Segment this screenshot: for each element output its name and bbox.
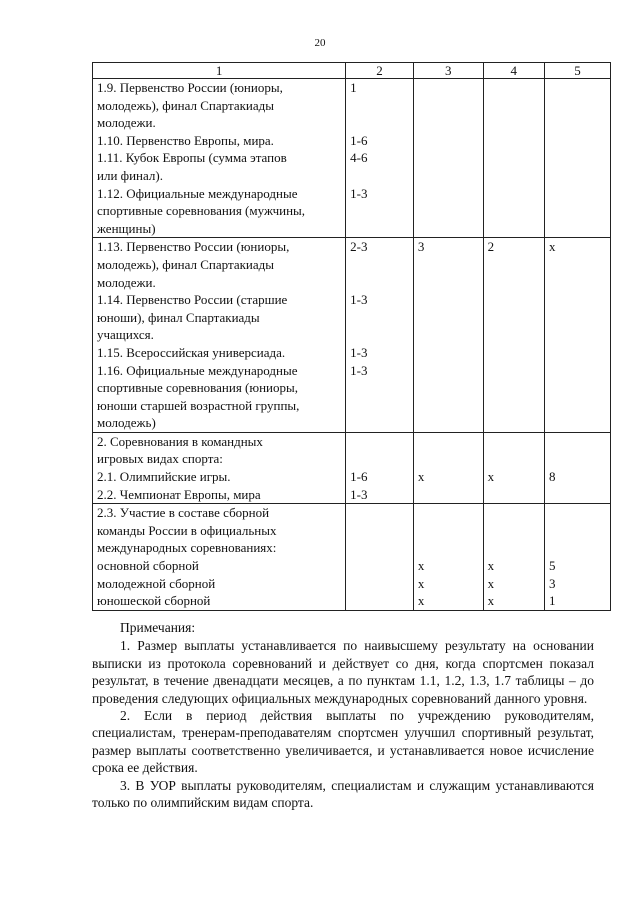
cell-line: молодежь) (97, 415, 156, 431)
cell-line: 1.10. Первенство Европы, мира. (97, 132, 274, 148)
cell-line: юношеской сборной (97, 593, 211, 609)
cell-line: 1 (548, 593, 556, 609)
cell-line (488, 433, 540, 451)
note-item-2: 2. Если в период действия выплаты по учреждению руководителям, специалистам, тренерам-преподавателям спортсмен улучшил спортивный результат, размер выплаты соответственно увеличивается, и устанавливается новое исчисление срока ее действия. (92, 708, 594, 776)
cell-line (350, 202, 409, 220)
cell-line: 1.14. Первенство России (старшие (97, 292, 288, 308)
cell-line (549, 450, 606, 468)
cell-line (350, 114, 409, 132)
cell-line (418, 522, 479, 540)
cell-line (350, 220, 409, 238)
table-cell-col4 (483, 79, 544, 238)
table-header-row (93, 63, 611, 79)
cell-line: 1.9. Первенство России (юниоры, (97, 80, 283, 95)
table-cell-col2 (346, 504, 414, 611)
cell-line: х (487, 558, 495, 574)
cell-line: молодежь), финал Спартакиады (97, 97, 274, 113)
cell-line: 2.3. Участие в составе сборной (97, 505, 270, 521)
cell-line: основной сборной (97, 558, 199, 574)
cell-line: 2.2. Чемпионат Европы, мира (97, 486, 261, 502)
table-cell-col3 (413, 504, 483, 611)
cell-line (350, 97, 409, 115)
cell-line: 1.12. Официальные международные (97, 185, 298, 201)
cell-line (350, 379, 409, 397)
cell-line: молодежь), финал Спартакиады (97, 256, 274, 272)
note-item-1: 1. Размер выплаты устанавливается по наивысшему результату на основании выписки из протокола соревнований и действует со дня, когда спортсмен показал результат, в течение двенадцати месяцев, а по пунктам 1.1, 1.2, 1.3, 1.7 таблицы – до проведения следующих официальных международных соревнований данного уровня. (92, 638, 594, 706)
header-cell-3: 3 (413, 63, 483, 79)
cell-line (488, 539, 540, 557)
table-cell-col1 (93, 238, 346, 433)
cell-line: команды России в официальных (97, 522, 277, 538)
table-cell-col3 (413, 432, 483, 503)
cell-line: 1 (350, 80, 357, 95)
cell-line (418, 539, 479, 557)
cell-line: молодежи. (97, 274, 156, 290)
cell-line: 1-3 (350, 185, 368, 201)
header-cell-2: 2 (346, 63, 414, 79)
cell-line: 1.11. Кубок Европы (сумма этапов (97, 150, 287, 166)
table-row (93, 504, 611, 611)
cell-line: 2.1. Олимпийские игры. (97, 469, 231, 485)
cell-line: х (548, 239, 556, 255)
cell-line: женщины) (97, 220, 156, 236)
cell-line: 1-3 (350, 344, 368, 360)
cell-line: спортивные соревнования (юниоры, (97, 380, 298, 396)
cell-line (350, 256, 409, 274)
cell-line (350, 326, 409, 344)
cell-line: 1-6 (350, 469, 368, 485)
cell-line: х (417, 575, 425, 591)
cell-line: 1-3 (350, 362, 368, 378)
cell-line: х (487, 469, 495, 485)
table-cell-col5 (544, 504, 610, 611)
cell-line: 1.13. Первенство России (юниоры, (97, 239, 290, 255)
cell-line (350, 433, 409, 451)
cell-line: 1.16. Официальные международные (97, 362, 298, 378)
cell-line: игровых видах спорта: (97, 451, 223, 467)
table-row (93, 79, 611, 238)
cell-line (350, 274, 409, 292)
cell-line: 1-3 (350, 292, 368, 308)
table-cell-col4 (483, 504, 544, 611)
notes-title: Примечания: (120, 620, 196, 635)
table-cell-col2 (346, 432, 414, 503)
table-cell-col5 (544, 79, 610, 238)
cell-line: молодежи. (97, 115, 156, 131)
cell-line (418, 433, 479, 451)
cell-line: или финал). (97, 167, 163, 183)
cell-line: 4-6 (350, 150, 368, 166)
cell-line (549, 504, 606, 522)
table-cell-col2 (346, 79, 414, 238)
cell-line: международных соревнованиях: (97, 540, 277, 556)
table-cell-col2 (346, 238, 414, 433)
table-cell-col1 (93, 79, 346, 238)
cell-line: 2-3 (350, 239, 368, 255)
payout-table (92, 62, 611, 611)
cell-line: 8 (548, 469, 556, 485)
cell-line: х (417, 593, 425, 609)
cell-line (549, 539, 606, 557)
cell-line (488, 450, 540, 468)
header-cell-4: 4 (483, 63, 544, 79)
cell-line: спортивные соревнования (мужчины, (97, 203, 306, 219)
cell-line (549, 433, 606, 451)
cell-line (418, 450, 479, 468)
table-cell-col3 (413, 79, 483, 238)
cell-line: 1-3 (350, 486, 368, 502)
cell-line (488, 504, 540, 522)
table-cell-col1 (93, 432, 346, 503)
cell-line: 3 (548, 575, 556, 591)
cell-line (488, 522, 540, 540)
table-cell-col5 (544, 432, 610, 503)
cell-line: 1-6 (350, 132, 368, 148)
cell-line: 1.15. Всероссийская универсиада. (97, 344, 286, 360)
table-cell-col3 (413, 238, 483, 433)
notes-section (92, 619, 594, 811)
note-item-3: 3. В УОР выплаты руководителям, специалистам и служащим устанавливаются только по олимпийским видам спорта. (92, 777, 594, 811)
cell-line: 2. Соревнования в командных (97, 433, 263, 449)
cell-line: учащихся. (97, 327, 154, 343)
cell-line (549, 522, 606, 540)
cell-line: х (487, 593, 495, 609)
cell-line: 5 (548, 558, 556, 574)
cell-line: 3 (417, 239, 425, 255)
table-row (93, 238, 611, 433)
table-cell-col4 (483, 238, 544, 433)
header-cell-5: 5 (544, 63, 610, 79)
table-cell-col1 (93, 504, 346, 611)
cell-line (350, 414, 409, 432)
cell-line (350, 309, 409, 327)
table-cell-col5 (544, 238, 610, 433)
cell-line: молодежной сборной (97, 575, 216, 591)
cell-line: х (487, 575, 495, 591)
table-body (93, 79, 611, 611)
cell-line: юноши старшей возрастной группы, (97, 397, 300, 413)
cell-line (350, 397, 409, 415)
cell-line (350, 167, 409, 185)
cell-line (350, 450, 409, 468)
table-cell-col4 (483, 432, 544, 503)
page-number: 20 (314, 37, 326, 49)
header-cell-1: 1 (93, 63, 346, 79)
cell-line: 2 (487, 239, 495, 255)
table-row (93, 432, 611, 503)
cell-line (418, 504, 479, 522)
cell-line: юноши), финал Спартакиады (97, 309, 260, 325)
cell-line: х (417, 558, 425, 574)
cell-line: х (417, 469, 425, 485)
